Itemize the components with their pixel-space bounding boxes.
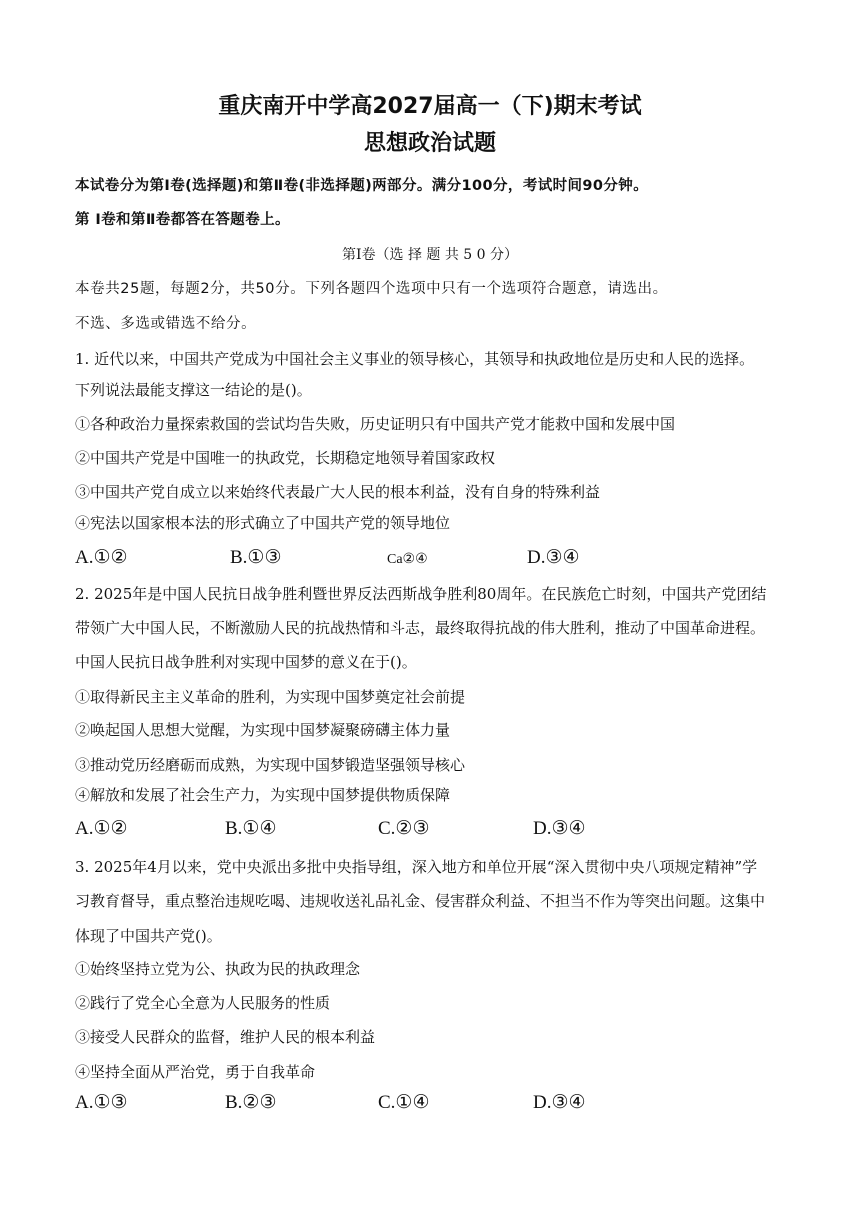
question-3-option-d[interactable]: D.③④ [533,1092,586,1113]
section-note-1: 本卷共25题，每题2分，共50分。下列各题四个选项中只有一个选项符合题意，请选出。 [75,281,668,297]
question-2-item-2: ②唤起国人思想大觉醒，为实现中国梦凝聚磅礴主体力量 [75,721,451,739]
question-2-option-d[interactable]: D.③④ [533,818,586,839]
question-2-stem-line-1: 2. 2025年是中国人民抗日战争胜利暨世界反法西斯战争胜利80周年。在民族危亡时刻，中国共产党团结 [75,585,767,603]
question-3-item-3: ③接受人民群众的监督，维护人民的根本利益 [75,1028,376,1046]
question-2-option-b[interactable]: B.①④ [225,818,277,839]
question-1-item-2: ②中国共产党是中国唯一的执政党，长期稳定地领导着国家政权 [75,449,496,467]
question-3-options [75,1090,775,1116]
question-3-item-2: ②践行了党全心全意为人民服务的性质 [75,994,331,1012]
question-3-option-a[interactable]: A.①③ [75,1092,128,1113]
question-3-option-c[interactable]: C.①④ [378,1092,430,1113]
question-2-item-4: ④解放和发展了社会生产力，为实现中国梦提供物质保障 [75,786,451,804]
question-2-item-3: ③推动党历经磨砺而成熟，为实现中国梦锻造坚强领导核心 [75,756,466,774]
question-1-item-1: ①各种政治力量探索救国的尝试均告失败，历史证明只有中国共产党才能救中国和发展中国 [75,415,676,433]
question-3-item-4: ④坚持全面从严治党，勇于自我革命 [75,1063,316,1081]
question-2-option-a[interactable]: A.①② [75,818,128,839]
question-2-stem-line-3: 中国人民抗日战争胜利对实现中国梦的意义在于()。 [75,653,417,671]
question-1-item-3: ③中国共产党自成立以来始终代表最广大人民的根本利益，没有自身的特殊利益 [75,483,601,501]
question-2-option-c[interactable]: C.②③ [378,818,430,839]
question-3-item-1: ①始终坚持立党为公、执政为民的执政理念 [75,960,361,978]
section-heading: 第Ⅰ卷（选 择 题 共 5 0 分） [341,247,519,263]
question-1-stem-line-2: 下列说法最能支撑这一结论的是()。 [75,381,312,399]
question-1-stem-line-1: 1. 近代以来，中国共产党成为中国社会主义事业的领导核心，其领导和执政地位是历史和人民的选择。 [75,350,755,368]
section-note-2: 不选、多选或错选不给分。 [75,316,257,332]
question-1-option-a[interactable]: A.①② [75,547,128,568]
question-3-stem-line-3: 体现了中国共产党()。 [75,927,222,945]
question-1-option-c[interactable]: Ca②④ [387,552,428,567]
instruction-line-1: 本试卷分为第Ⅰ卷(选择题)和第Ⅱ卷(非选择题)两部分。满分100分，考试时间90分钟。 [75,178,649,194]
question-2-stem-line-2: 带领广大中国人民，不断激励人民的抗战热情和斗志，最终取得抗战的伟大胜利，推动了中国革命进程。 [75,619,766,637]
exam-title: 重庆南开中学高2027届高一（下)期末考试 [218,94,642,119]
question-1-option-d[interactable]: D.③④ [527,547,580,568]
question-1-options [75,545,775,571]
question-3-option-b[interactable]: B.②③ [225,1092,277,1113]
question-1-option-b[interactable]: B.①③ [230,547,282,568]
instruction-line-2: 第 Ⅰ卷和第Ⅱ卷都答在答题卷上。 [75,212,290,228]
question-3-stem-line-2: 习教育督导，重点整治违规吃喝、违规收送礼品礼金、侵害群众利益、不担当不作为等突出问题。这集中 [75,892,766,910]
exam-subtitle: 思想政治试题 [363,131,496,156]
question-2-item-1: ①取得新民主主义革命的胜利，为实现中国梦奠定社会前提 [75,688,466,706]
question-1-item-4: ④宪法以国家根本法的形式确立了中国共产党的领导地位 [75,514,451,532]
question-3-stem-line-1: 3. 2025年4月以来，党中央派出多批中央指导组，深入地方和单位开展“深入贯彻中央八项规定精神”学 [75,858,758,876]
question-2-options [75,816,775,842]
